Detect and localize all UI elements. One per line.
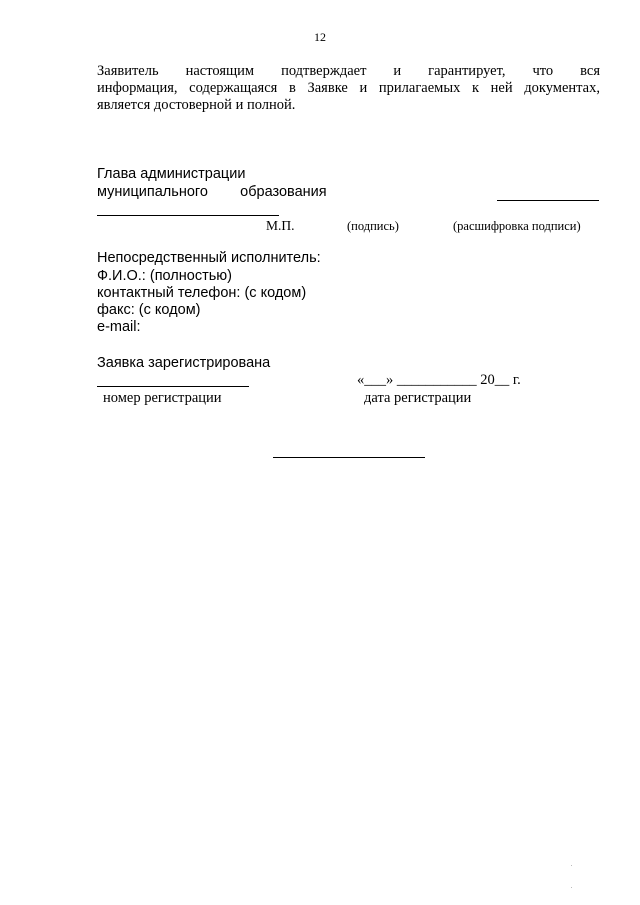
statement-line-1: Заявитель настоящим подтверждает и гарантирует, что вся — [97, 63, 600, 79]
statement-line-3: является достоверной и полной. — [97, 97, 296, 113]
scan-mark — [571, 887, 572, 888]
stamp-label: М.П. — [266, 218, 295, 233]
executor-email: e-mail: — [97, 319, 141, 335]
executor-phone: контактный телефон: (с кодом) — [97, 285, 307, 301]
statement-line-2: информация, содержащаяся в Заявке и прилагаемых к ней документах, — [97, 80, 600, 96]
head-title-line-1: Глава администрации — [97, 166, 246, 182]
registration-date-line: «___» ___________ 20__ г. — [357, 372, 521, 388]
registration-date-label: дата регистрации — [364, 390, 472, 406]
closing-separator — [273, 457, 425, 458]
decode-label: (расшифровка подписи) — [453, 219, 581, 233]
executor-fio: Ф.И.О.: (полностью) — [97, 268, 232, 284]
scan-mark — [571, 865, 572, 866]
signature-line — [97, 215, 279, 216]
signature-label: (подпись) — [347, 219, 399, 233]
registration-number-label: номер регистрации — [103, 390, 222, 406]
page-number: 12 — [314, 30, 326, 44]
executor-fax: факс: (с кодом) — [97, 302, 201, 318]
head-title-line-2: муниципального образования — [97, 184, 327, 200]
decode-signature-line — [497, 200, 599, 201]
registration-number-line — [97, 386, 249, 387]
registration-title: Заявка зарегистрирована — [97, 355, 271, 371]
executor-title: Непосредственный исполнитель: — [97, 250, 321, 266]
